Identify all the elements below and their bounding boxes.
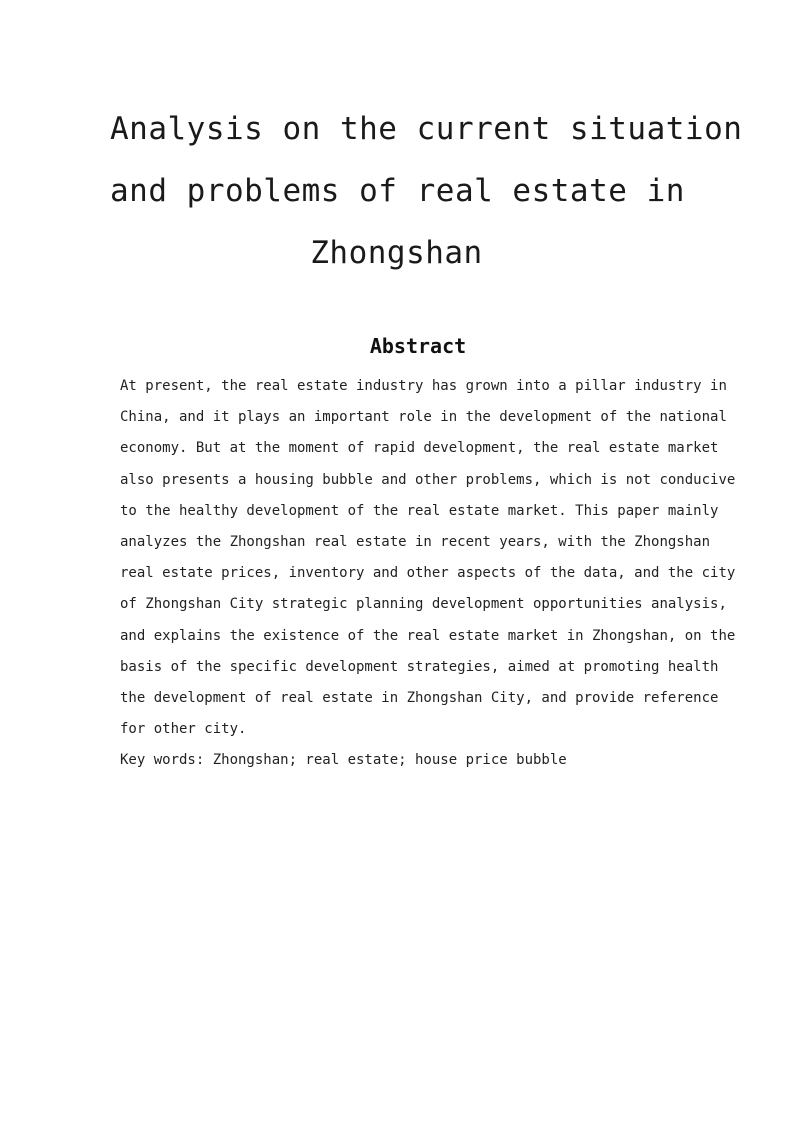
abstract-body <box>120 371 736 777</box>
abstract-line: of Zhongshan City strategic planning development opportunities analysis, <box>120 596 727 613</box>
title-line-1: Analysis on the current situation <box>110 111 743 147</box>
abstract-line: and explains the existence of the real estate market in Zhongshan, on the <box>120 627 736 644</box>
abstract-line: real estate prices, inventory and other aspects of the data, and the city <box>120 565 736 582</box>
abstract-line: economy. But at the moment of rapid development, the real estate market <box>120 440 719 457</box>
keywords-line: Key words: Zhongshan; real estate; house price bubble <box>120 752 567 769</box>
abstract-line: the development of real estate in Zhongshan City, and provide reference <box>120 690 719 707</box>
abstract-line: also presents a housing bubble and other problems, which is not conducive <box>120 471 736 488</box>
abstract-line: to the healthy development of the real estate market. This paper mainly <box>120 502 719 519</box>
abstract-line: analyzes the Zhongshan real estate in recent years, with the Zhongshan <box>120 534 711 551</box>
abstract-heading: Abstract <box>369 334 467 358</box>
title-line-2: and problems of real estate in <box>110 173 685 209</box>
title-line-3: Zhongshan <box>310 235 483 271</box>
abstract-line: for other city. <box>120 721 247 738</box>
paper-title <box>110 98 743 284</box>
abstract-line: basis of the specific development strategies, aimed at promoting health <box>120 658 719 675</box>
abstract-line: At present, the real estate industry has grown into a pillar industry in <box>120 378 727 394</box>
abstract-line: China, and it plays an important role in the development of the national <box>120 409 727 426</box>
